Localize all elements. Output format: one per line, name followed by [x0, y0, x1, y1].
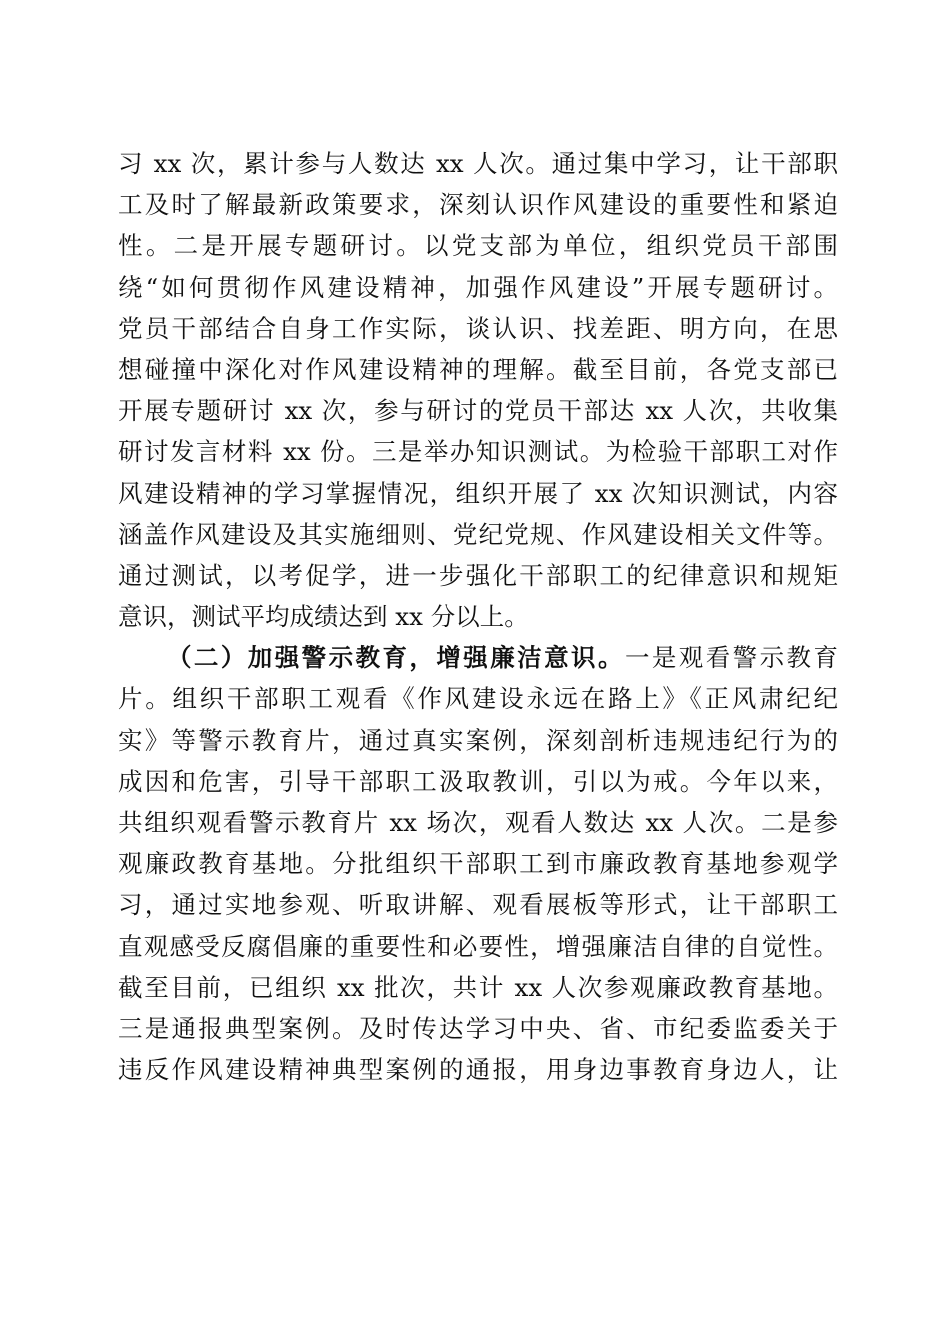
- text-line: 想碰撞中深化对作风建设精神的理解。截至目前，各党支部已: [118, 354, 838, 384]
- text-line: 习，通过实地参观、听取讲解、观看展板等形式，让干部职工: [118, 890, 838, 920]
- text-line: 实》等警示教育片，通过真实案例，深刻剖析违规违纪行为的: [118, 725, 838, 755]
- text-line: 党员干部结合自身工作实际，谈认识、找差距、明方向，在思: [118, 313, 838, 343]
- text-line: 成因和危害，引导干部职工汲取教训，引以为戒。今年以来，: [118, 766, 838, 796]
- paragraph-2: [118, 637, 838, 1090]
- text-line: 片。组织干部职工观看《作风建设永远在路上》《正风肃纪纪: [118, 684, 838, 714]
- body-text: [118, 143, 838, 1090]
- text-line: 涵盖作风建设及其实施细则、党纪党规、作风建设相关文件等。: [118, 519, 838, 549]
- text-line: 三是通报典型案例。及时传达学习中央、省、市纪委监委关于: [118, 1013, 838, 1043]
- text-line: 习 xx 次，累计参与人数达 xx 人次。通过集中学习，让干部职: [118, 149, 838, 178]
- text-line: 截至目前，已组织 xx 批次，共计 xx 人次参观廉政教育基地。: [118, 972, 838, 1002]
- text-line: 意识，测试平均成绩达到 xx 分以上。: [118, 602, 529, 632]
- text-line: 开展专题研讨 xx 次，参与研讨的党员干部达 xx 人次，共收集: [118, 396, 838, 426]
- text-line: 绕“如何贯彻作风建设精神，加强作风建设”开展专题研讨。: [118, 272, 838, 302]
- text-line: 性。二是开展专题研讨。以党支部为单位，组织党员干部围: [118, 231, 838, 261]
- text-line: 研讨发言材料 xx 份。三是举办知识测试。为检验干部职工对作: [118, 437, 838, 467]
- text-line: 违反作风建设精神典型案例的通报，用身边事教育身边人，让: [118, 1055, 838, 1085]
- text-line: 风建设精神的学习掌握情况，组织开展了 xx 次知识测试，内容: [118, 478, 838, 508]
- heading-line-text: 一是观看警示教育: [624, 643, 838, 673]
- text-line: 观廉政教育基地。分批组织干部职工到市廉政教育基地参观学: [118, 849, 838, 879]
- paragraph-2-first-line: [118, 637, 838, 678]
- text-line: 工及时了解最新政策要求，深刻认识作风建设的重要性和紧迫: [118, 190, 838, 220]
- text-line: 直观感受反腐倡廉的重要性和必要性，增强廉洁自律的自觉性。: [118, 931, 838, 961]
- section-heading: （二）加强警示教育，增强廉洁意识。: [167, 643, 625, 673]
- paragraph-1: [118, 143, 838, 637]
- text-line: 共组织观看警示教育片 xx 场次，观看人数达 xx 人次。二是参: [118, 808, 838, 837]
- text-line: 通过测试，以考促学，进一步强化干部职工的纪律意识和规矩: [118, 560, 838, 590]
